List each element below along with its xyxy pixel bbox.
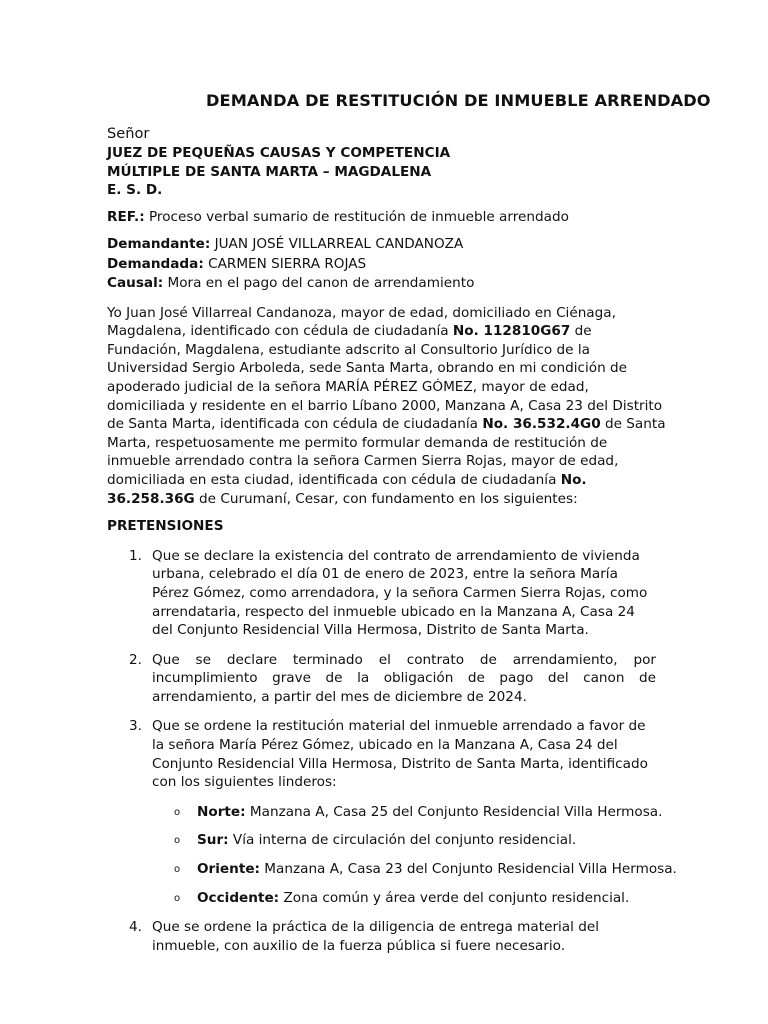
party-value: CARMEN SIERRA ROJAS bbox=[203, 255, 367, 272]
list-number: 1. bbox=[129, 547, 142, 564]
lindero-label: Sur: bbox=[197, 832, 229, 849]
intro-text: de Santa Marta, respetuosamente me permito formular demanda de restitución de inmueble arrendado contra la señora Carmen Sierra Rojas, mayor de edad, domiciliada en esta ciudad, identificada con cédula de ciudadanía bbox=[107, 416, 666, 488]
lindero-item bbox=[152, 860, 677, 879]
intro-text: de Curumaní, Cesar, con fundamento en los siguientes: bbox=[194, 490, 578, 507]
intro-text: Yo Juan José Villarreal Candanoza, mayor de edad, domiciliado en Ciénaga, Magdalena, identificado con cédula de ciudadanía bbox=[107, 304, 616, 340]
list-number: 4. bbox=[129, 919, 142, 936]
reference-label: REF.: bbox=[107, 208, 145, 225]
lindero-item bbox=[152, 889, 656, 908]
party-label: Causal: bbox=[107, 275, 164, 292]
bullet-icon: o bbox=[174, 835, 181, 847]
reference-line bbox=[107, 208, 667, 227]
document-body bbox=[107, 124, 677, 955]
id-number: No. 112810G67 bbox=[452, 323, 571, 340]
addressee-block bbox=[107, 144, 667, 200]
list-item bbox=[107, 918, 656, 955]
id-number: No. 36.258.36G bbox=[107, 471, 587, 507]
list-item-text: Que se ordene la restitución material del inmueble arrendado a favor de la señora María Pérez Gómez, ubicado en la Manzana A, Casa 24 del Conjunto Residencial Villa Hermosa, Distrito de Santa Marta, identificado con los siguientes linderos: bbox=[152, 718, 648, 791]
party-line bbox=[107, 235, 667, 254]
list-item bbox=[107, 547, 656, 640]
list-item bbox=[107, 717, 677, 907]
party-label: Demandada: bbox=[107, 255, 204, 272]
intro-paragraph bbox=[107, 304, 667, 509]
list-item bbox=[107, 651, 656, 707]
list-number: 3. bbox=[129, 718, 142, 735]
list-item-text: Que se ordene la práctica de la diligencia de entrega material del inmueble, con auxilio de la fuerza pública si fuere necesario. bbox=[152, 919, 600, 954]
section-heading: PRETENSIONES bbox=[107, 518, 224, 535]
addressee-line: MÚLTIPLE DE SANTA MARTA – MAGDALENA bbox=[107, 163, 432, 180]
party-value: JUAN JOSÉ VILLARREAL CANDANOZA bbox=[210, 236, 464, 253]
lindero-label: Norte: bbox=[197, 803, 246, 820]
party-line bbox=[107, 274, 667, 293]
list-item-text: Que se declare terminado el contrato de arrendamiento, por incumplimiento grave de la obligación de pago del canon de arrendamiento, a partir del mes de diciembre de 2024. bbox=[152, 651, 656, 705]
addressee-line: E. S. D. bbox=[107, 182, 163, 199]
lindero-text: Vía interna de circulación del conjunto residencial. bbox=[228, 832, 577, 849]
addressee-line: JUEZ DE PEQUEÑAS CAUSAS Y COMPETENCIA bbox=[107, 145, 451, 161]
salutation: Señor bbox=[107, 125, 150, 142]
lindero-text: Zona común y área verde del conjunto residencial. bbox=[279, 889, 630, 906]
linderos-list bbox=[152, 803, 677, 907]
bullet-icon: o bbox=[174, 864, 181, 876]
party-line bbox=[107, 255, 667, 274]
lindero-text: Manzana A, Casa 23 del Conjunto Residencial Villa Hermosa. bbox=[259, 861, 677, 878]
pretensiones-list bbox=[107, 547, 677, 956]
lindero-text: Manzana A, Casa 25 del Conjunto Residencial Villa Hermosa. bbox=[245, 803, 663, 820]
id-number: No. 36.532.4G0 bbox=[482, 416, 601, 433]
document-title: DEMANDA DE RESTITUCIÓN DE INMUEBLE ARRENDADO bbox=[206, 91, 711, 110]
bullet-icon: o bbox=[174, 892, 181, 904]
reference-text: Proceso verbal sumario de restitución de inmueble arrendado bbox=[144, 208, 569, 225]
list-number: 2. bbox=[129, 651, 142, 668]
party-label: Demandante: bbox=[107, 236, 211, 253]
party-value: Mora en el pago del canon de arrendamiento bbox=[163, 275, 475, 292]
lindero-item bbox=[152, 803, 663, 822]
lindero-item bbox=[152, 831, 656, 850]
lindero-label: Oriente: bbox=[197, 861, 260, 878]
list-item-text: Que se declare la existencia del contrato de arrendamiento de vivienda urbana, celebrado el día 01 de enero de 2023, entre la señora María Pérez Gómez, como arrendadora, y la señora Carmen Sierra Rojas, como arrendataria, respecto del inmueble ubicado en la Manzana A, Casa 24 del Conjunto Residencial Villa Hermosa, Distrito de Santa Marta. bbox=[152, 547, 648, 639]
lindero-label: Occidente: bbox=[197, 889, 280, 906]
parties-block bbox=[107, 235, 667, 293]
intro-text: de Fundación, Magdalena, estudiante adscrito al Consultorio Jurídico de la Universidad Sergio Arboleda, sede Santa Marta, obrando en mi condición de apoderado judicial de la señora MARÍA PÉREZ GÓMEZ, mayor de edad, domiciliada y residente en el barrio Líbano 2000, Manzana A, Casa 23 del Distrito de Santa Marta, identificada con cédula de ciudadanía bbox=[107, 323, 663, 433]
bullet-icon: o bbox=[174, 806, 181, 818]
